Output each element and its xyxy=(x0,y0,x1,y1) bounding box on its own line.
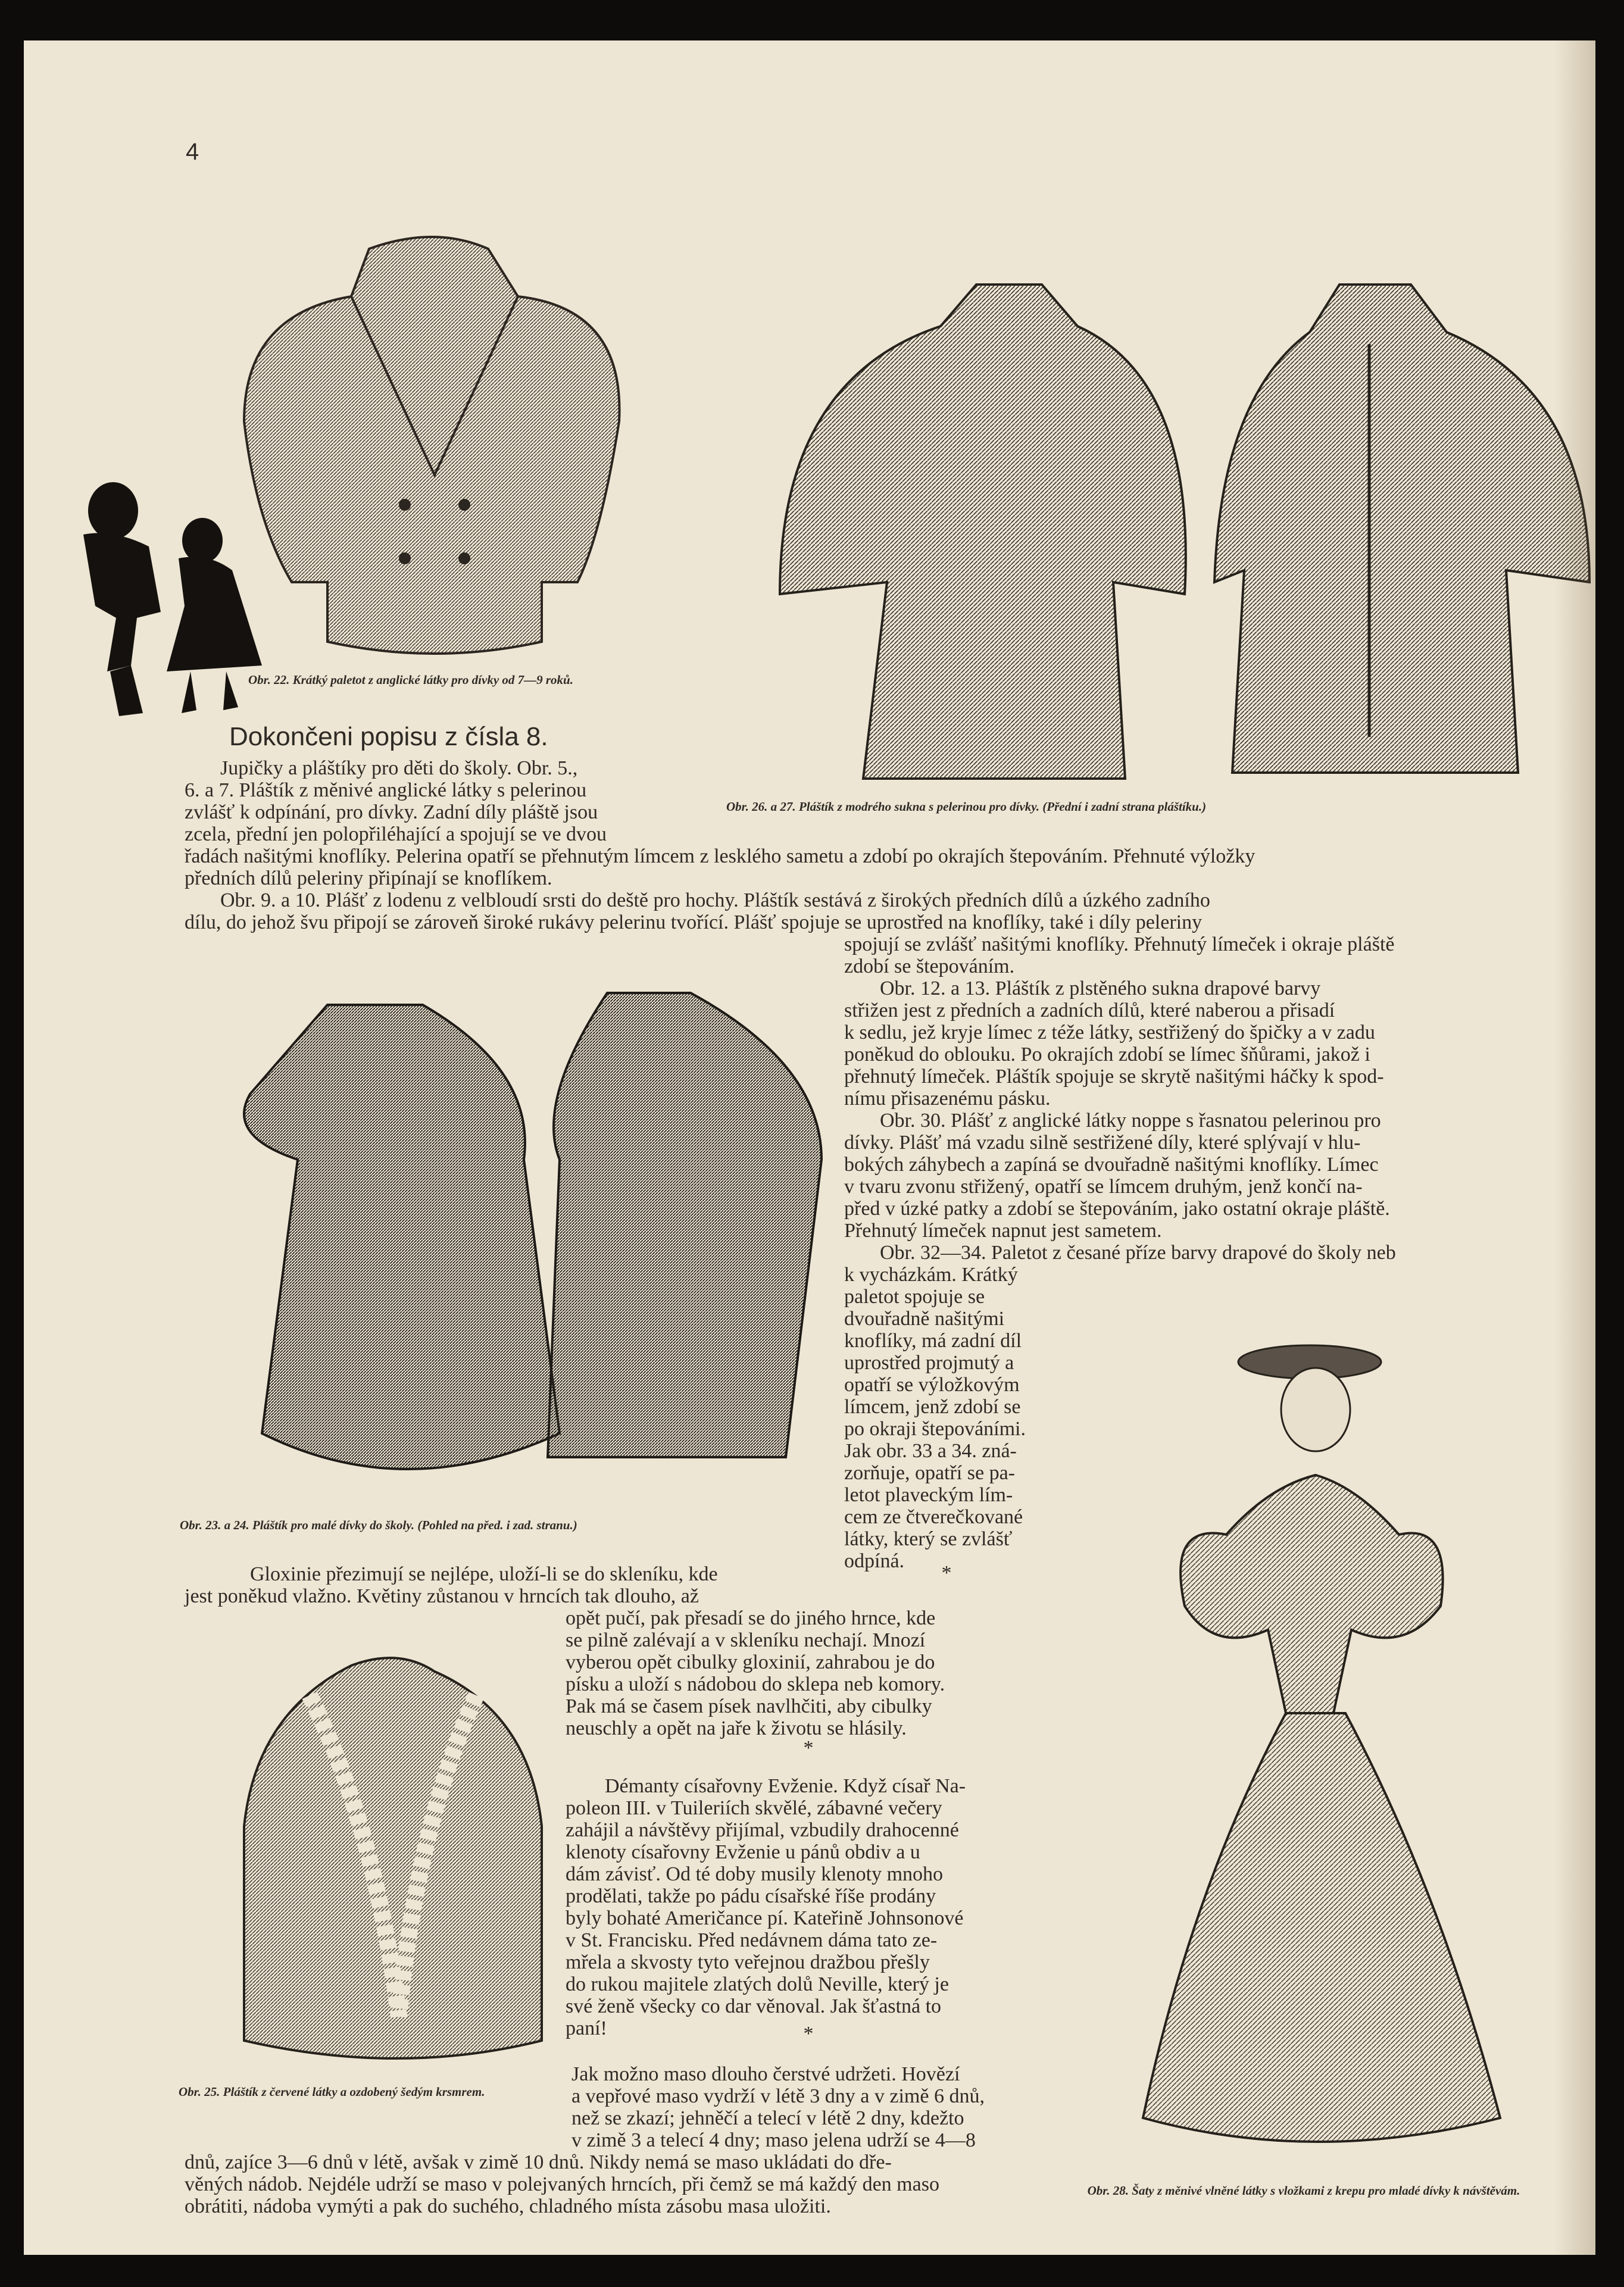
caption-fig25: Obr. 25. Pláštík z červené látky a ozdobený šedým krsmrem. xyxy=(179,2085,485,2099)
paragraph-felt-cape xyxy=(844,977,1511,1110)
text-line: zvlášť k odpínání, pro dívky. Zadní díly pláště jsou xyxy=(185,801,598,823)
text-line: bokých záhybech a zapíná se dvouřadně našitými knoflíky. Límec xyxy=(844,1154,1379,1176)
text-line: nímu přisazenému pásku. xyxy=(844,1088,1051,1110)
text-line: cem ze čtverečkované xyxy=(844,1506,1023,1528)
coat-illustration-fig25 xyxy=(220,1648,566,2076)
cape-illustration-fig26-27 xyxy=(744,261,1601,796)
text-line: Obr. 32—34. Paletot z česané příze barvy drapové do školy neb xyxy=(880,1242,1396,1264)
text-line: neuschly a opět na jaře k životu se hlásily. xyxy=(566,1717,907,1739)
text-line: byly bohaté Američance pí. Kateřině Johnsonové xyxy=(566,1907,964,1929)
text-line: Obr. 12. a 13. Pláštík z plstěného sukna drapové barvy xyxy=(880,977,1321,999)
text-line: věných nádob. Nejdéle udrží se maso v polejvaných hrncích, při čemž se má každý den maso xyxy=(185,2173,939,2195)
text-line: uprostřed projmutý a xyxy=(844,1352,1014,1374)
text-line: se pilně zalévají a v skleníku nechají. Mnozí xyxy=(566,1629,926,1651)
text-line: zcela, přední jen polopřiléhající a spojují se ve dvou xyxy=(185,823,607,845)
text-line: před v úzké patky a zdobí se štepováním, jako ostatní okraje pláště. xyxy=(844,1198,1390,1220)
text-line: paletot spojuje se xyxy=(844,1286,985,1308)
text-line: zdobí se štepováním. xyxy=(844,955,1015,977)
paragraph-rain-coat xyxy=(185,889,1518,977)
text-line: dnů, zajíce 3—6 dnů v létě, avšak v zimě 10 dnů. Nikdy nemá se maso ukládati do dře- xyxy=(185,2151,892,2173)
paragraph-school-capes xyxy=(185,757,1518,889)
text-line: knoflíky, má zadní díl xyxy=(844,1330,1022,1352)
text-line: než se zkazí; jehněčí a telecí v létě 2 dny, kdežto xyxy=(571,2107,964,2129)
text-line: jest poněkud vlažno. Květiny zůstanou v hrncích tak dlouho, až xyxy=(185,1585,699,1607)
text-line: Jak obr. 33 a 34. zná- xyxy=(844,1440,1017,1462)
text-line: k vycházkám. Krátký xyxy=(844,1264,1018,1286)
text-line: vyberou opět cibulky gloxinií, zahrabou je do xyxy=(566,1651,935,1673)
text-line: poleon III. v Tuileriích skvělé, zábavné večery xyxy=(566,1797,942,1819)
text-line: Jak možno maso dlouho čerstvé udržeti. Hovězí xyxy=(571,2063,960,2085)
text-line: opatří se výložkovým xyxy=(844,1374,1020,1396)
text-line: opět pučí, pak přesadí se do jiného hrnce, kde xyxy=(566,1607,936,1629)
text-line: Obr. 30. Plášť z anglické látky noppe s řasnatou pelerinou pro xyxy=(880,1110,1381,1132)
text-line: Přehnutý límeček napnut jest sametem. xyxy=(844,1220,1162,1242)
text-line: po okraji štepováními. xyxy=(844,1418,1026,1440)
text-line: své ženě všecky co dar věnoval. Jak šťastná to xyxy=(566,1995,942,2017)
text-line: odpíná. xyxy=(844,1550,905,1572)
dress-illustration-fig28 xyxy=(1119,1296,1548,2177)
text-line: Démanty císařovny Evženie. Když císař Na- xyxy=(605,1775,966,1797)
text-line: Gloxinie přezimují se nejlépe, uloží-li se do skleníku, kde xyxy=(250,1563,718,1585)
text-line: střižen jest z předních a zadních dílů, které naberou a přisadí xyxy=(844,999,1335,1021)
text-line: a vepřové maso vydrží v létě 3 dny a v zimě 6 dnů, xyxy=(571,2085,985,2107)
text-line: límcem, jenž zdobí se xyxy=(844,1396,1021,1418)
text-line: v tvaru zvonu střižený, opatří se límcem druhým, jenž končí na- xyxy=(844,1176,1363,1198)
text-line: písku a uloží s nádobou do sklepa neb komory. xyxy=(566,1673,945,1695)
separator-star: * xyxy=(941,1562,952,1584)
text-line: 6. a 7. Pláštík z měnivé anglické látky s pelerinou xyxy=(185,779,587,801)
text-line: řadách našitými knoflíky. Pelerina opatří se přehnutým límcem z lesklého sametu a zdobí po okrajích štepováním. Přehnuté výložky xyxy=(185,845,1256,867)
separator-star: * xyxy=(803,2023,814,2045)
caption-fig22: Obr. 22. Krátký paletot z anglické látky pro dívky od 7—9 roků. xyxy=(248,673,573,687)
caption-fig23-24: Obr. 23. a 24. Pláštík pro malé dívky do školy. (Pohled na před. i zad. stranu.) xyxy=(180,1518,577,1532)
text-line: spojují se zvlášť našitými knoflíky. Přehnutý límeček i okraje pláště xyxy=(844,933,1395,955)
text-line: dílu, do jehož švu připojí se zároveň široké rukávy pelerinu tvořící. Plášť spojuje se uprostřed na knoflíky, také i díly peleriny xyxy=(185,911,1203,933)
text-line: zahájil a návštěvy přijímal, vzbudily drahocenné xyxy=(566,1819,959,1841)
text-line: klenoty císařovny Evženie u pánů obdiv a u xyxy=(566,1841,920,1863)
text-line: poněkud do oblouku. Po okrajích zdobí se límec šňůrami, jakož i xyxy=(844,1043,1370,1066)
text-line: Pak má se časem písek navlhčiti, aby cibulky xyxy=(566,1695,932,1717)
text-line: zorňuje, opatří se pa- xyxy=(844,1462,1015,1484)
caption-fig28: Obr. 28. Šaty z měnivé vlněné látky s vložkami z krepu pro mladé dívky k návštěvám. xyxy=(1087,2183,1520,2198)
text-line: obrátiti, nádoba vymýti a pak do suchého, chladného místa zásobu masa uložiti. xyxy=(185,2195,831,2217)
cape-illustration-fig23-24 xyxy=(226,981,833,1505)
text-line: předních dílů peleriny připínají se knoflíkem. xyxy=(185,867,552,889)
text-line: v zimě 3 a telecí 4 dny; maso jelena udrží se 4—8 xyxy=(571,2129,976,2151)
page-number: 4 xyxy=(186,139,199,165)
text-line: k sedlu, jež kryje límec z téže látky, sestřižený do špičky a v zadu xyxy=(844,1021,1375,1043)
paragraph-noppe-coat xyxy=(844,1110,1511,1242)
paragraph-keeping-meat xyxy=(185,2063,1060,2217)
text-line: do rukou majitele zlatých dolů Neville, který je xyxy=(566,1973,949,1995)
separator-star: * xyxy=(803,1737,814,1759)
jacket-illustration-fig22 xyxy=(208,225,661,677)
paragraph-eugenie-diamonds xyxy=(566,1775,1048,2039)
caption-fig26-27: Obr. 26. a 27. Pláštík z modrého sukna s pelerinou pro dívky. (Přední i zadní strana pláštíku.) xyxy=(726,799,1207,814)
section-heading: Dokončeni popisu z čísla 8. xyxy=(229,722,548,751)
text-line: v St. Francisku. Před nedávnem dáma tato ze- xyxy=(566,1929,938,1951)
text-line: Jupičky a pláštíky pro děti do školy. Obr. 5., xyxy=(220,757,578,779)
magazine-page xyxy=(24,40,1595,2255)
text-line: přehnutý límeček. Pláštík spojuje se skrytě našitými háčky k spod- xyxy=(844,1066,1384,1088)
text-line: paní! xyxy=(566,2017,607,2039)
text-line: látky, který se zvlášť xyxy=(844,1528,1013,1550)
text-line: Obr. 9. a 10. Plášť z lodenu z velbloudí srsti do deště pro hochy. Pláštík sestává z širokých předních dílů a úzkého zadního xyxy=(220,889,1210,911)
text-line: dám závisť. Od té doby musily klenoty mnoho xyxy=(566,1863,944,1885)
text-line: dívky. Plášť má vzadu silně sestřižené díly, které splývají v hlu- xyxy=(844,1132,1361,1154)
text-line: dvouřadně našitými xyxy=(844,1308,1005,1330)
text-line: mřela a skvosty tyto veřejnou dražbou přešly xyxy=(566,1951,930,1973)
text-line: letot plaveckým lím- xyxy=(844,1484,1013,1506)
text-line: prodělati, takže po pádu císařské říše prodány xyxy=(566,1885,936,1907)
